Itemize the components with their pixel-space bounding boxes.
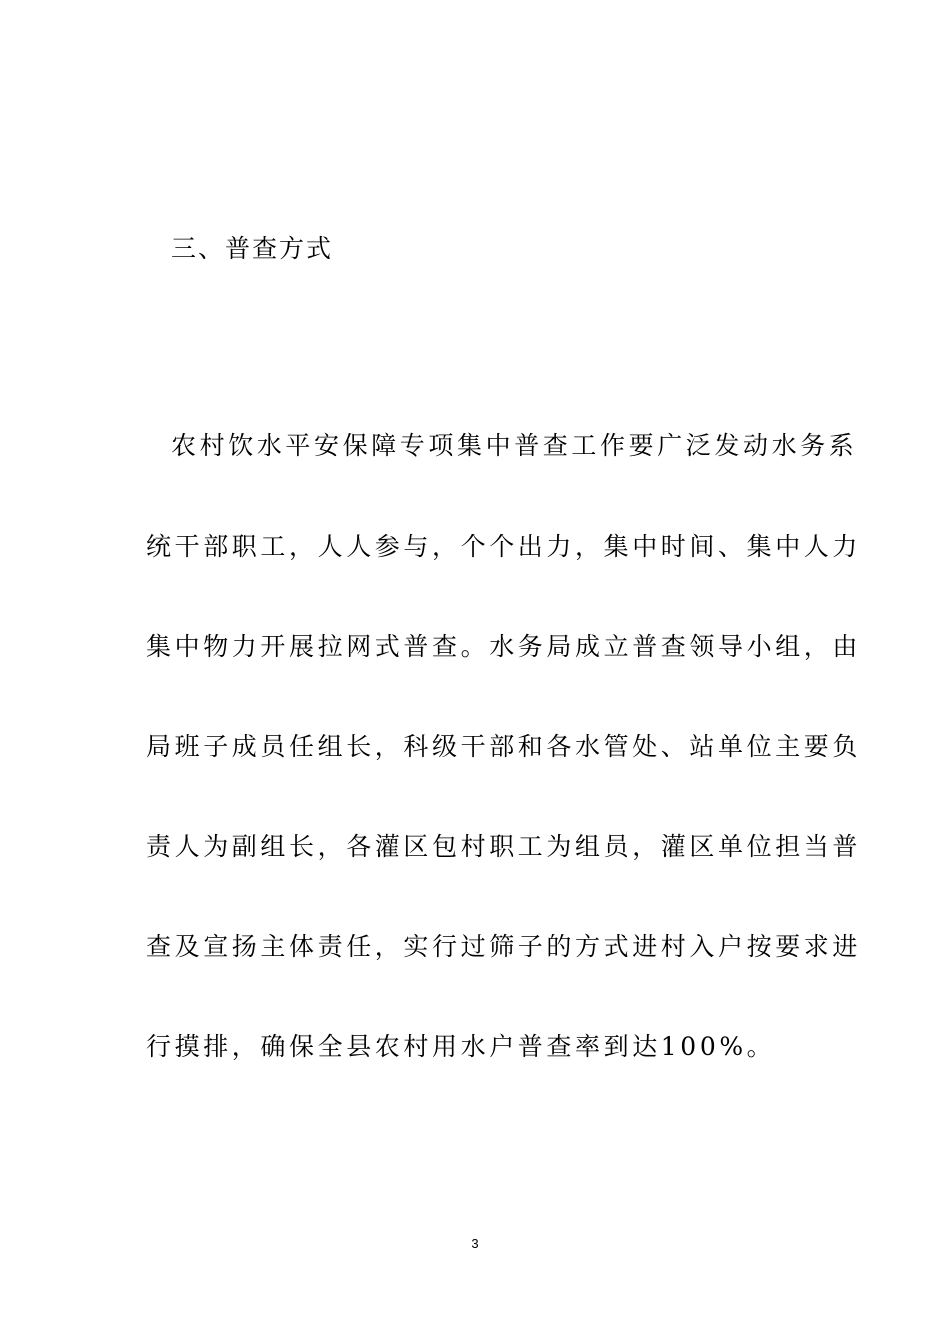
- section-heading: 三、普查方式: [171, 234, 334, 263]
- paragraph-line: 农村饮水平安保障专项集中普查工作要广泛发动水务系: [171, 431, 858, 460]
- paragraph-line: 责人为副组长，各灌区包村职工为组员，灌区单位担当普: [146, 832, 862, 861]
- page-number: 3: [471, 1236, 479, 1251]
- paragraph-line: 查及宣扬主体责任，实行过筛子的方式进村入户按要求进: [146, 932, 862, 961]
- paragraph-line: 集中物力开展拉网式普查。水务局成立普查领导小组，由: [146, 632, 862, 661]
- paragraph-line: 行摸排，确保全县农村用水户普查率到达100%。: [146, 1032, 776, 1061]
- paragraph-line: 统干部职工，人人参与，个个出力，集中时间、集中人力: [146, 532, 862, 561]
- paragraph-line: 局班子成员任组长，科级干部和各水管处、站单位主要负: [146, 732, 862, 761]
